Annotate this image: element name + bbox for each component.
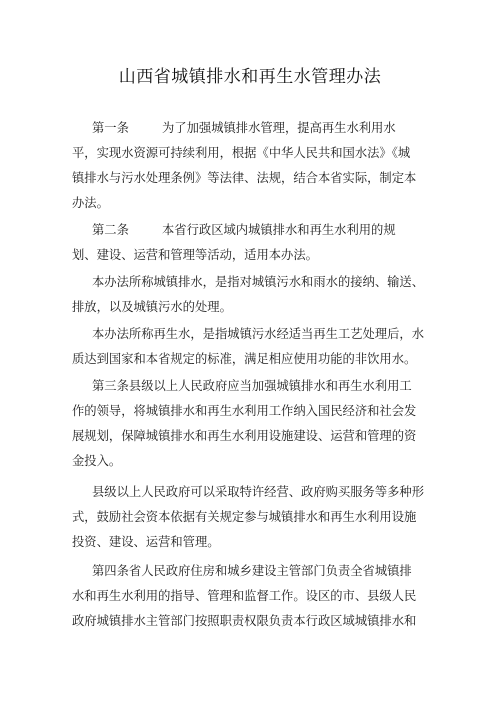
paragraph-line: 第四条省人民政府住房和城乡建设主管部门负责全省城镇排 [92,564,412,578]
paragraph-line: 展规划，保障城镇排水和再生水利用设施建设、运营和管理的资 [72,429,417,443]
paragraph-line: 划、建设、运营和管理等活动，适用本办法。 [72,248,318,262]
paragraph-line: 第三条县级以上人民政府应当加强城镇排水和再生水利用工 [92,379,412,393]
paragraph-line: 县级以上人民政府可以采取特许经营、政府购买服务等多种形 [92,485,425,499]
paragraph-line: 政府城镇排水主管部门按照职责权限负责本行政区域城镇排水和 [72,614,417,628]
paragraph-line: 本办法所称城镇排水，是指对城镇污水和雨水的接纳、输送、 [92,275,425,289]
paragraph-line: 镇排水与污水处理条例》等法律、法规，结合本省实际，制定本 [72,171,417,185]
paragraph-text: 为了加强城镇排水管理，提高再生水利用水 [162,121,396,135]
document-title: 山西省城镇排水和再生水管理办法 [118,67,382,87]
paragraph-line: 办法。 [72,196,109,210]
paragraph-line: 水和再生水利用的指导、管理和监督工作。设区的市、县级人民 [72,589,417,603]
article-label: 第一条 [92,121,129,135]
paragraph-line: 式，鼓励社会资本依据有关规定参与城镇排水和再生水利用设施 [72,510,417,524]
paragraph-line: 质达到国家和本省规定的标准，满足相应使用功能的非饮用水。 [72,352,417,366]
paragraph-line: 作的领导，将城镇排水和再生水利用工作纳入国民经济和社会发 [72,404,417,418]
paragraph-line: 平，实现水资源可持续利用，根据《中华人民共和国水法》《城 [72,146,411,160]
paragraph-line [92,120,396,136]
paragraph-line: 排放，以及城镇污水的处理。 [72,300,232,314]
paragraph-line [92,222,396,238]
paragraph-line: 金投入。 [72,454,122,468]
paragraph-line: 投资、建设、运营和管理。 [72,535,220,549]
paragraph-line: 本办法所称再生水，是指城镇污水经适当再生工艺处理后，水 [92,327,425,341]
paragraph-text: 本省行政区域内城镇排水和再生水利用的规 [162,223,396,237]
article-label: 第二条 [92,223,129,237]
